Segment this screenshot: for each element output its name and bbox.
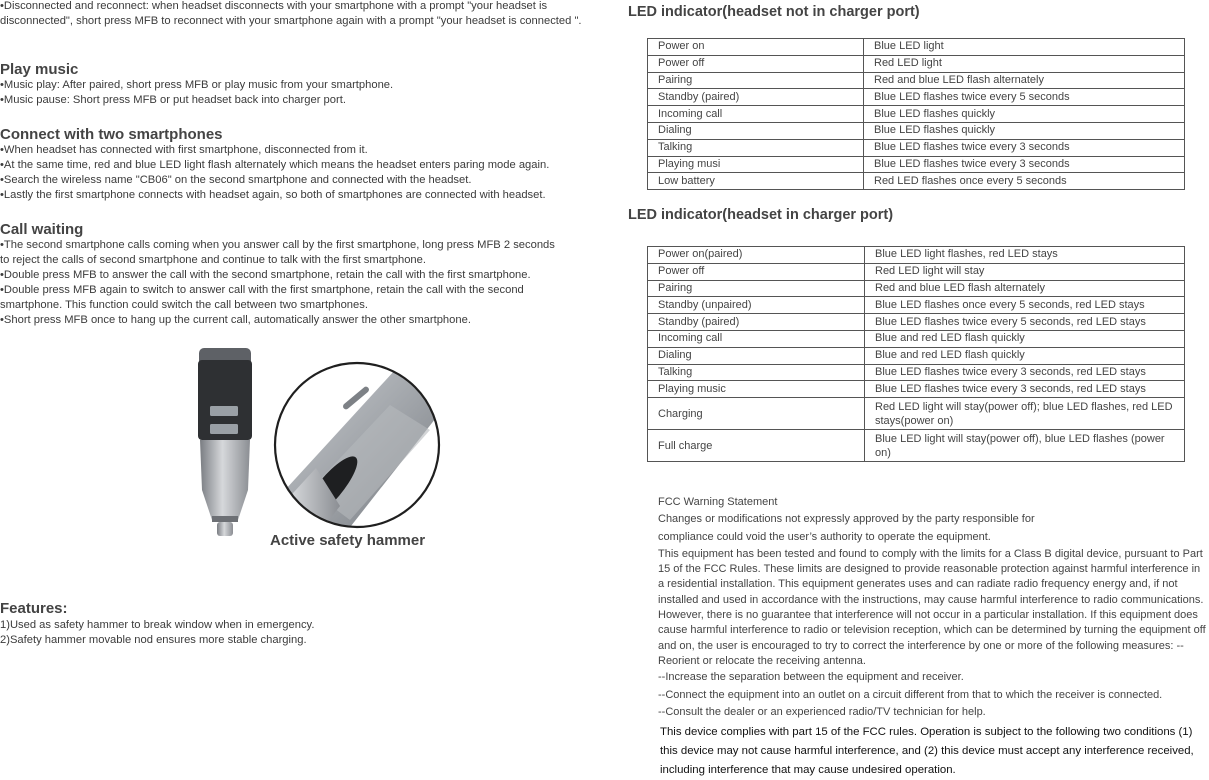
- table-row: [648, 122, 1185, 139]
- led-behavior-cell: Red LED light will stay: [865, 263, 1185, 280]
- led-behavior-cell: Red and blue LED flash alternately: [864, 72, 1185, 89]
- list-item: •The second smartphone calls coming when you answer call by the first smartphone, long press MFB 2 seconds to reject the calls of second smartphone and continue to talk with the first smartphone.: [0, 239, 555, 266]
- table-row: [648, 297, 1185, 314]
- two-phones-title: Connect with two smartphones: [0, 126, 223, 143]
- fcc-title: FCC Warning Statement: [658, 496, 778, 508]
- state-cell: Standby (paired): [648, 89, 864, 106]
- fcc-measure: --Connect the equipment into an outlet on a circuit different from that to which the receiver is connected.: [658, 688, 1163, 701]
- state-cell: Incoming call: [648, 106, 864, 123]
- state-cell: Incoming call: [648, 330, 865, 347]
- list-item: •Double press MFB to answer the call with the second smartphone, retain the call with the first smartphone.: [0, 269, 531, 281]
- fcc-line-1: Changes or modifications not expressly approved by the party responsible for: [658, 513, 1035, 526]
- state-cell: Full charge: [648, 430, 865, 462]
- led-behavior-cell: Red LED light: [864, 55, 1185, 72]
- table-row: [648, 398, 1185, 430]
- table-row: [648, 280, 1185, 297]
- table-row: [648, 39, 1185, 56]
- led-in-port-table: [647, 246, 1185, 462]
- fcc-compliance: This device complies with part 15 of the FCC rules. Operation is subject to the following two conditions (1) this device may not cause harmful interference, and (2) this device must accept any interference received, including interference that may cause undesired operation.: [660, 726, 1194, 776]
- play-music-section: [0, 61, 600, 108]
- list-item: •Music play: After paired, short press MFB or play music from your smartphone.: [0, 79, 394, 91]
- table-row: [648, 314, 1185, 331]
- intro-paragraph: [0, 0, 600, 29]
- led-behavior-cell: Blue LED flashes twice every 3 seconds, red LED stays: [865, 381, 1185, 398]
- led-behavior-cell: Blue LED flashes twice every 3 seconds: [864, 139, 1185, 156]
- led-behavior-cell: Blue LED light flashes, red LED stays: [865, 247, 1185, 264]
- two-phones-section: [0, 126, 600, 203]
- state-cell: Standby (paired): [648, 314, 865, 331]
- fcc-measure: --Increase the separation between the equipment and receiver.: [658, 671, 964, 684]
- state-cell: Low battery: [648, 173, 864, 190]
- call-waiting-section: [0, 221, 560, 328]
- state-cell: Power on(paired): [648, 247, 865, 264]
- list-item: •Short press MFB once to hang up the current call, automatically answer the other smartphone.: [0, 314, 471, 326]
- list-item: 2)Safety hammer movable nod ensures more stable charging.: [0, 634, 307, 646]
- list-item: •Search the wireless name "CB06" on the second smartphone and connected with the headset.: [0, 174, 472, 186]
- state-cell: Talking: [648, 139, 864, 156]
- table-row: [648, 263, 1185, 280]
- table-row: [648, 247, 1185, 264]
- led-behavior-cell: Blue LED flashes twice every 3 seconds: [864, 156, 1185, 173]
- list-item: •Music pause: Short press MFB or put headset back into charger port.: [0, 94, 346, 106]
- led-behavior-cell: Red and blue LED flash alternately: [865, 280, 1185, 297]
- table-row: [648, 173, 1185, 190]
- state-cell: Talking: [648, 364, 865, 381]
- table-row: [648, 381, 1185, 398]
- list-item: •When headset has connected with first smartphone, disconnected from it.: [0, 144, 368, 156]
- state-cell: Standby (unpaired): [648, 297, 865, 314]
- state-cell: Dialing: [648, 347, 865, 364]
- led-behavior-cell: Blue LED flashes quickly: [864, 122, 1185, 139]
- fcc-line-2: compliance could void the user’s authority to operate the equipment.: [658, 530, 991, 543]
- table-row: [648, 364, 1185, 381]
- led-behavior-cell: Blue LED flashes twice every 5 seconds: [864, 89, 1185, 106]
- led-behavior-cell: Blue LED flashes twice every 3 seconds, red LED stays: [865, 364, 1185, 381]
- play-music-title: Play music: [0, 61, 79, 78]
- table-row: [648, 430, 1185, 462]
- led-behavior-cell: Blue LED light will stay(power off), blue LED flashes (power on): [865, 430, 1185, 462]
- fcc-statement: [658, 495, 1209, 720]
- list-item: •Lastly the first smartphone connects with headset again, so both of smartphones are connected with headset.: [0, 189, 546, 201]
- table-row: [648, 89, 1185, 106]
- table-row: [648, 106, 1185, 123]
- list-item: 1)Used as safety hammer to break window when in emergency.: [0, 619, 315, 631]
- state-cell: Pairing: [648, 72, 864, 89]
- led-not-in-port-table: [647, 38, 1185, 190]
- state-cell: Pairing: [648, 280, 865, 297]
- state-cell: Dialing: [648, 122, 864, 139]
- table-row: [648, 72, 1185, 89]
- table-row: [648, 347, 1185, 364]
- table-row: [648, 156, 1185, 173]
- charger-body: [198, 348, 252, 536]
- led-behavior-cell: Red LED light will stay(power off); blue LED flashes, red LED stays(power on): [865, 398, 1185, 430]
- hammer-zoom-detail: [250, 363, 450, 540]
- state-cell: Power off: [648, 55, 864, 72]
- state-cell: Power off: [648, 263, 865, 280]
- list-item: •At the same time, red and blue LED light flash alternately which means the headset enters paring mode again.: [0, 159, 550, 171]
- intro-text: •Disconnected and reconnect: when headset disconnects with your smartphone with a prompt "your headset is disconnected", short press MFB to reconnect with your smartphone again with a prompt "your headset is connected ".: [0, 0, 582, 27]
- table-row: [648, 330, 1185, 347]
- led-not-in-port-title: LED indicator(headset not in charger port): [628, 4, 920, 20]
- state-cell: Charging: [648, 398, 865, 430]
- led-behavior-cell: Blue LED flashes twice every 5 seconds, red LED stays: [865, 314, 1185, 331]
- car-charger-illustration: [190, 340, 450, 540]
- table-row: [648, 55, 1185, 72]
- image-caption: Active safety hammer: [270, 532, 426, 549]
- table-row: [648, 139, 1185, 156]
- fcc-measure: --Consult the dealer or an experienced radio/TV technician for help.: [658, 705, 986, 718]
- led-in-port-title: LED indicator(headset in charger port): [628, 207, 894, 223]
- led-behavior-cell: Blue LED light: [864, 39, 1185, 56]
- led-behavior-cell: Blue and red LED flash quickly: [865, 347, 1185, 364]
- state-cell: Power on: [648, 39, 864, 56]
- fcc-body: This equipment has been tested and found to comply with the limits for a Class B digital device, pursuant to Part 15 of the FCC Rules. These limits are designed to provide reasonable protection against harmful interference in a residential installation. This equipment generates uses and can radiate radio frequency energy and, if not installed and used in accordance with the instructions, may cause harmful interference to radio communications. However, there is no guarantee that interference will not occur in a particular installation. If this equipment does cause harmful interference to radio or television reception, which can be determined by turning the equipment off and on, the user is encouraged to try to correct the interference by one or more of the following measures: --Reorient or relocate the receiving antenna.: [658, 547, 1206, 667]
- led-behavior-cell: Blue LED flashes quickly: [864, 106, 1185, 123]
- features-title: Features:: [0, 600, 68, 617]
- list-item: •Double press MFB again to switch to answer call with the first smartphone, retain the call with the second smartphone. This function could switch the call between two smartphones.: [0, 284, 524, 311]
- led-behavior-cell: Blue and red LED flash quickly: [865, 330, 1185, 347]
- call-waiting-title: Call waiting: [0, 221, 84, 238]
- features-section: [0, 600, 600, 648]
- led-behavior-cell: Red LED flashes once every 5 seconds: [864, 173, 1185, 190]
- state-cell: Playing musi: [648, 156, 864, 173]
- led-behavior-cell: Blue LED flashes once every 5 seconds, red LED stays: [865, 297, 1185, 314]
- state-cell: Playing music: [648, 381, 865, 398]
